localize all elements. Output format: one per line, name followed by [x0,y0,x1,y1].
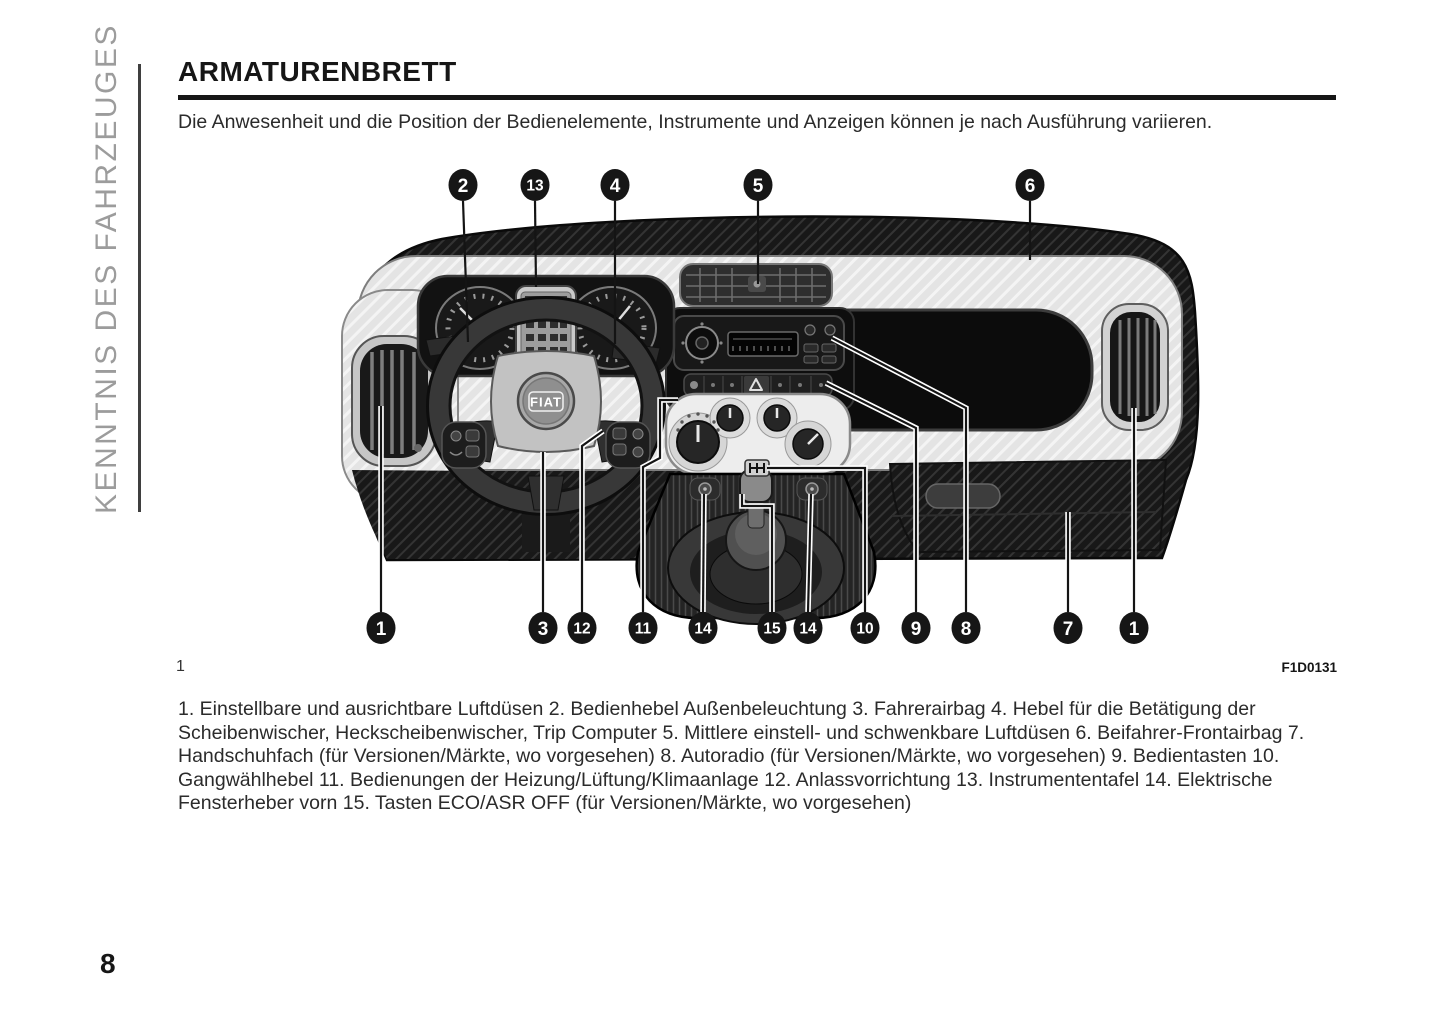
leader-line-13 [535,201,536,287]
callout-5 [744,169,773,201]
callout-15 [758,612,787,644]
radio-display [728,332,798,356]
svg-text:10: 10 [856,620,874,638]
page-title: ARMATURENBRETT [178,56,1336,100]
wheel-buttons-right [606,422,650,468]
glovebox-handle [926,484,1000,508]
svg-text:12: 12 [573,620,591,638]
intro-text: Die Anwesenheit und die Position der Bedienelemente, Instrumente und Anzeigen können je nach Ausführung variieren. [178,111,1213,133]
svg-text:8: 8 [960,618,972,640]
page-number: 8 [100,948,116,979]
leader-line-14 [703,494,704,612]
callout-13 [521,169,550,201]
glovebox [890,460,1166,552]
callout-12 [568,612,597,644]
svg-text:1: 1 [375,618,387,640]
control-buttons-strip [684,374,832,396]
gear-console [637,460,876,624]
callout-8 [952,612,981,644]
figure-caption: 1. Einstellbare und ausrichtbare Luftdüsen 2. Bedienhebel Außenbeleuchtung 3. Fahrerairbag 4. Hebel für die Betätigung der Scheibenwischer, Heckscheibenwischer, Trip Computer 5. Mittlere einstell- und schwenkbare Luftdüsen 6. Beifahrer-Frontairbag 7. Handschuhfach (für Versionen/Märkte, wo vorgesehen) 8. Autoradio (für Versionen/Märkte, wo vorgesehen) 9. Bedientasten 10. Gangwählhebel 11. Bedienungen der Heizung/Lüftung/Klimaanlage 12. Anlassvorrichtung 13. Instrumententafel 14. Elektrische Fensterheber vorn 15. Tasten ECO/ASR OFF (für Versionen/Märkte, wo vorgesehen) [178,698,1305,814]
figure-number: 1 [176,658,185,675]
callout-2 [449,169,478,201]
svg-text:1: 1 [1128,618,1140,640]
center-air-vents [680,264,832,306]
callout-6 [1016,169,1045,201]
svg-text:14: 14 [799,620,817,638]
chapter-sidebar-label: KENNTNIS DES FAHRZEUGES [90,23,123,514]
temp-knob [717,405,743,431]
svg-text:6: 6 [1024,175,1036,197]
distribution-knob [793,429,823,459]
callout-1 [1120,612,1149,644]
svg-text:13: 13 [526,177,544,195]
wheel-buttons-left [442,422,486,468]
callout-4 [601,169,630,201]
callout-10 [851,612,880,644]
dashboard-illustration [330,160,1210,652]
car-radio [674,316,844,370]
sidebar-rule [138,64,141,512]
svg-text:11: 11 [634,620,652,638]
svg-text:15: 15 [763,620,781,638]
svg-text:4: 4 [609,175,621,197]
svg-text:9: 9 [910,618,922,640]
fiat-badge [518,373,574,429]
figure-code: F1D0131 [1281,660,1337,675]
callout-3 [529,612,558,644]
svg-text:14: 14 [694,620,712,638]
callout-11 [629,612,658,644]
callout-9 [902,612,931,644]
callout-14 [794,612,823,644]
callout-14 [689,612,718,644]
recirculation-knob [764,405,790,431]
svg-text:2: 2 [457,175,469,197]
svg-text:3: 3 [537,618,549,640]
fiat-logo-text: FIAT [530,394,562,410]
callout-7 [1054,612,1083,644]
svg-text:5: 5 [752,175,764,197]
callout-1 [367,612,396,644]
dashboard-figure [330,160,1210,652]
svg-text:7: 7 [1062,618,1074,640]
